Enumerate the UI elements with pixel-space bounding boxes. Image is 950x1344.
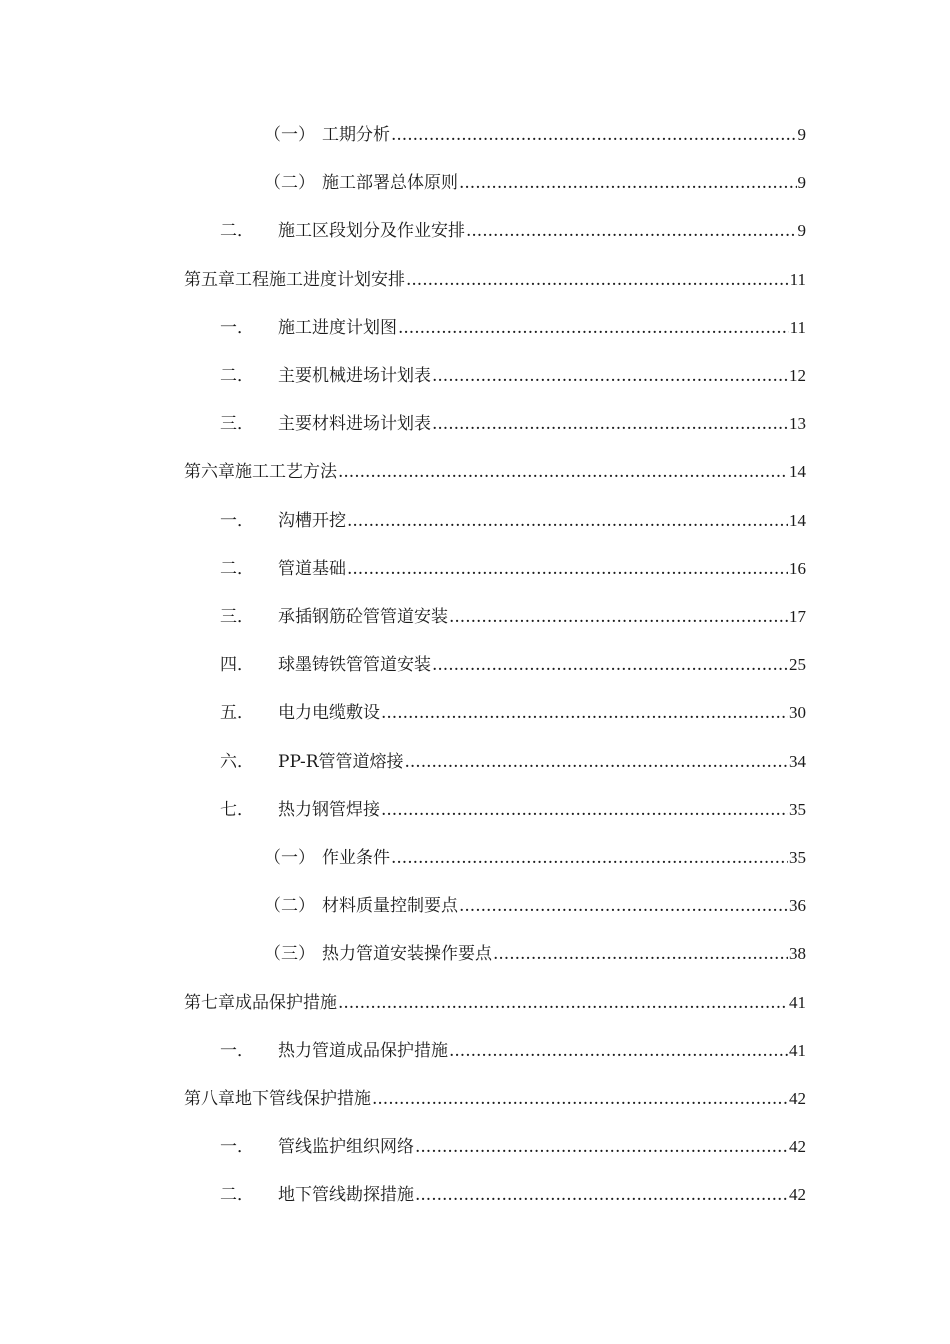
toc-entry-page-number: 16 [789, 558, 806, 578]
toc-entry-number: 一． [220, 1040, 254, 1061]
toc-entry-page-number: 30 [789, 703, 806, 723]
toc-entry-page-number: 35 [789, 848, 806, 867]
toc-entry-number: （一） [264, 848, 315, 868]
toc-entry-title: 主要机械进场计划表 [278, 366, 431, 386]
toc-entry[interactable] [220, 1183, 806, 1207]
dot-leader [459, 894, 788, 918]
toc-entry[interactable] [220, 605, 806, 629]
toc-entry[interactable] [220, 701, 806, 725]
dot-leader [347, 509, 788, 533]
toc-entry[interactable] [264, 894, 806, 918]
toc-entry-page-number: 42 [789, 1137, 806, 1157]
toc-entry-title: 管道基础 [278, 558, 346, 579]
toc-entry-page-number: 17 [789, 607, 806, 626]
toc-entry-page-number: 25 [789, 655, 806, 675]
toc-entry-title: 电力电缆敷设 [278, 703, 380, 724]
dot-leader [415, 1135, 788, 1159]
toc-entry[interactable] [184, 991, 806, 1015]
toc-entry-number: 二． [220, 221, 254, 242]
toc-entry[interactable] [220, 750, 806, 774]
toc-entry[interactable] [220, 316, 806, 340]
toc-entry-title: 作业条件 [322, 848, 390, 868]
dot-leader [347, 557, 788, 581]
toc-entry-page-number: 11 [789, 269, 806, 289]
toc-entry-number: 二． [220, 1185, 254, 1206]
toc-entry-title: 施工部署总体原则 [322, 173, 458, 194]
dot-leader [391, 123, 797, 147]
toc-entry-title: 管线监护组织网络 [278, 1137, 414, 1158]
dot-leader [493, 942, 788, 966]
toc-entry-number: 六． [220, 751, 254, 772]
toc-entry-title: 施工区段划分及作业安排 [278, 221, 465, 242]
toc-entry[interactable] [220, 1135, 806, 1159]
toc-entry-number: 四． [220, 655, 254, 676]
toc-entry[interactable] [264, 846, 806, 870]
toc-entry-title: 第六章施工工艺方法 [184, 462, 337, 483]
dot-leader [405, 750, 789, 774]
toc-entry-page-number: 41 [789, 1040, 806, 1060]
toc-entry-title: 第五章工程施工进度计划安排 [184, 269, 405, 290]
toc-entry-page-number: 38 [789, 944, 806, 964]
dot-leader [459, 171, 797, 195]
toc-entry-number: 五． [220, 703, 254, 724]
toc-entry-number: 三． [220, 414, 254, 435]
toc-entry-title: 球墨铸铁管管道安装 [278, 655, 431, 676]
toc-entry[interactable] [220, 364, 806, 388]
toc-entry-page-number: 34 [789, 751, 806, 771]
toc-entry-title: 热力管道安装操作要点 [322, 944, 492, 965]
toc-entry[interactable] [220, 557, 806, 581]
toc-entry[interactable] [264, 171, 806, 195]
toc-entry-page-number: 9 [797, 173, 806, 193]
toc-entry[interactable] [220, 219, 806, 243]
toc-entry-number: （二） [264, 896, 315, 917]
dot-leader [432, 364, 788, 388]
dot-leader [449, 605, 788, 629]
toc-entry-page-number: 14 [789, 510, 806, 530]
dot-leader [338, 991, 788, 1015]
toc-entry-title: 第七章成品保护措施 [184, 992, 337, 1013]
dot-leader [372, 1087, 788, 1111]
dot-leader [449, 1039, 788, 1063]
toc-entry-number: （一） [264, 125, 315, 145]
toc-entry[interactable] [220, 412, 806, 436]
toc-entry-title: 沟槽开挖 [278, 510, 346, 531]
toc-entry-number: 一． [220, 317, 254, 338]
dot-leader [415, 1183, 788, 1207]
toc-entry-title: 热力管道成品保护措施 [278, 1040, 448, 1061]
toc-entry-number: （三） [264, 944, 315, 965]
toc-entry-title: PP-R管管道熔接 [278, 751, 404, 772]
toc-entry-number: 一． [220, 1137, 254, 1158]
toc-entry-number: 二． [220, 558, 254, 579]
dot-leader [432, 412, 788, 436]
dot-leader [398, 316, 789, 340]
toc-entry[interactable] [220, 1039, 806, 1063]
toc-entry-page-number: 12 [789, 366, 806, 385]
toc-entry-title: 施工进度计划图 [278, 317, 397, 338]
toc-entry[interactable] [264, 123, 806, 147]
toc-entry[interactable] [264, 942, 806, 966]
toc-entry-page-number: 9 [797, 125, 806, 144]
toc-entry-page-number: 14 [789, 462, 806, 482]
toc-entry-title: 主要材料进场计划表 [278, 414, 431, 435]
dot-leader [406, 268, 789, 292]
toc-entry-page-number: 9 [797, 221, 806, 241]
toc-entry[interactable] [220, 653, 806, 677]
toc-entry[interactable] [220, 509, 806, 533]
toc-entry[interactable] [184, 268, 806, 292]
toc-entry-page-number: 42 [789, 1089, 806, 1108]
toc-entry-number: 三． [220, 607, 254, 627]
toc-entry-page-number: 36 [789, 896, 806, 916]
toc-entry-page-number: 42 [789, 1185, 806, 1205]
toc-entry-page-number: 41 [789, 992, 806, 1012]
toc-entry[interactable] [184, 1087, 806, 1111]
toc-entry-title: 热力钢管焊接 [278, 799, 380, 820]
dot-leader [466, 219, 797, 243]
dot-leader [432, 653, 788, 677]
toc-entry-number: 二． [220, 366, 254, 386]
toc-entry-title: 承插钢筋砼管管道安装 [278, 607, 448, 627]
toc-entry-title: 工期分析 [322, 125, 390, 145]
toc-entry-number: （二） [264, 173, 315, 194]
dot-leader [338, 460, 788, 484]
toc-entry[interactable] [184, 460, 806, 484]
toc-entry-page-number: 13 [789, 414, 806, 434]
toc-entry-number: 一． [220, 510, 254, 531]
toc-entry-number: 七． [220, 799, 254, 820]
toc-entry-page-number: 11 [789, 317, 806, 337]
toc-entry-title: 地下管线勘探措施 [278, 1185, 414, 1206]
toc-entry-title: 第八章地下管线保护措施 [184, 1089, 371, 1109]
toc-entry-page-number: 35 [789, 799, 806, 819]
toc-entry[interactable] [220, 798, 806, 822]
dot-leader [381, 701, 788, 725]
dot-leader [381, 798, 788, 822]
toc-entry-title: 材料质量控制要点 [322, 896, 458, 917]
dot-leader [391, 846, 788, 870]
